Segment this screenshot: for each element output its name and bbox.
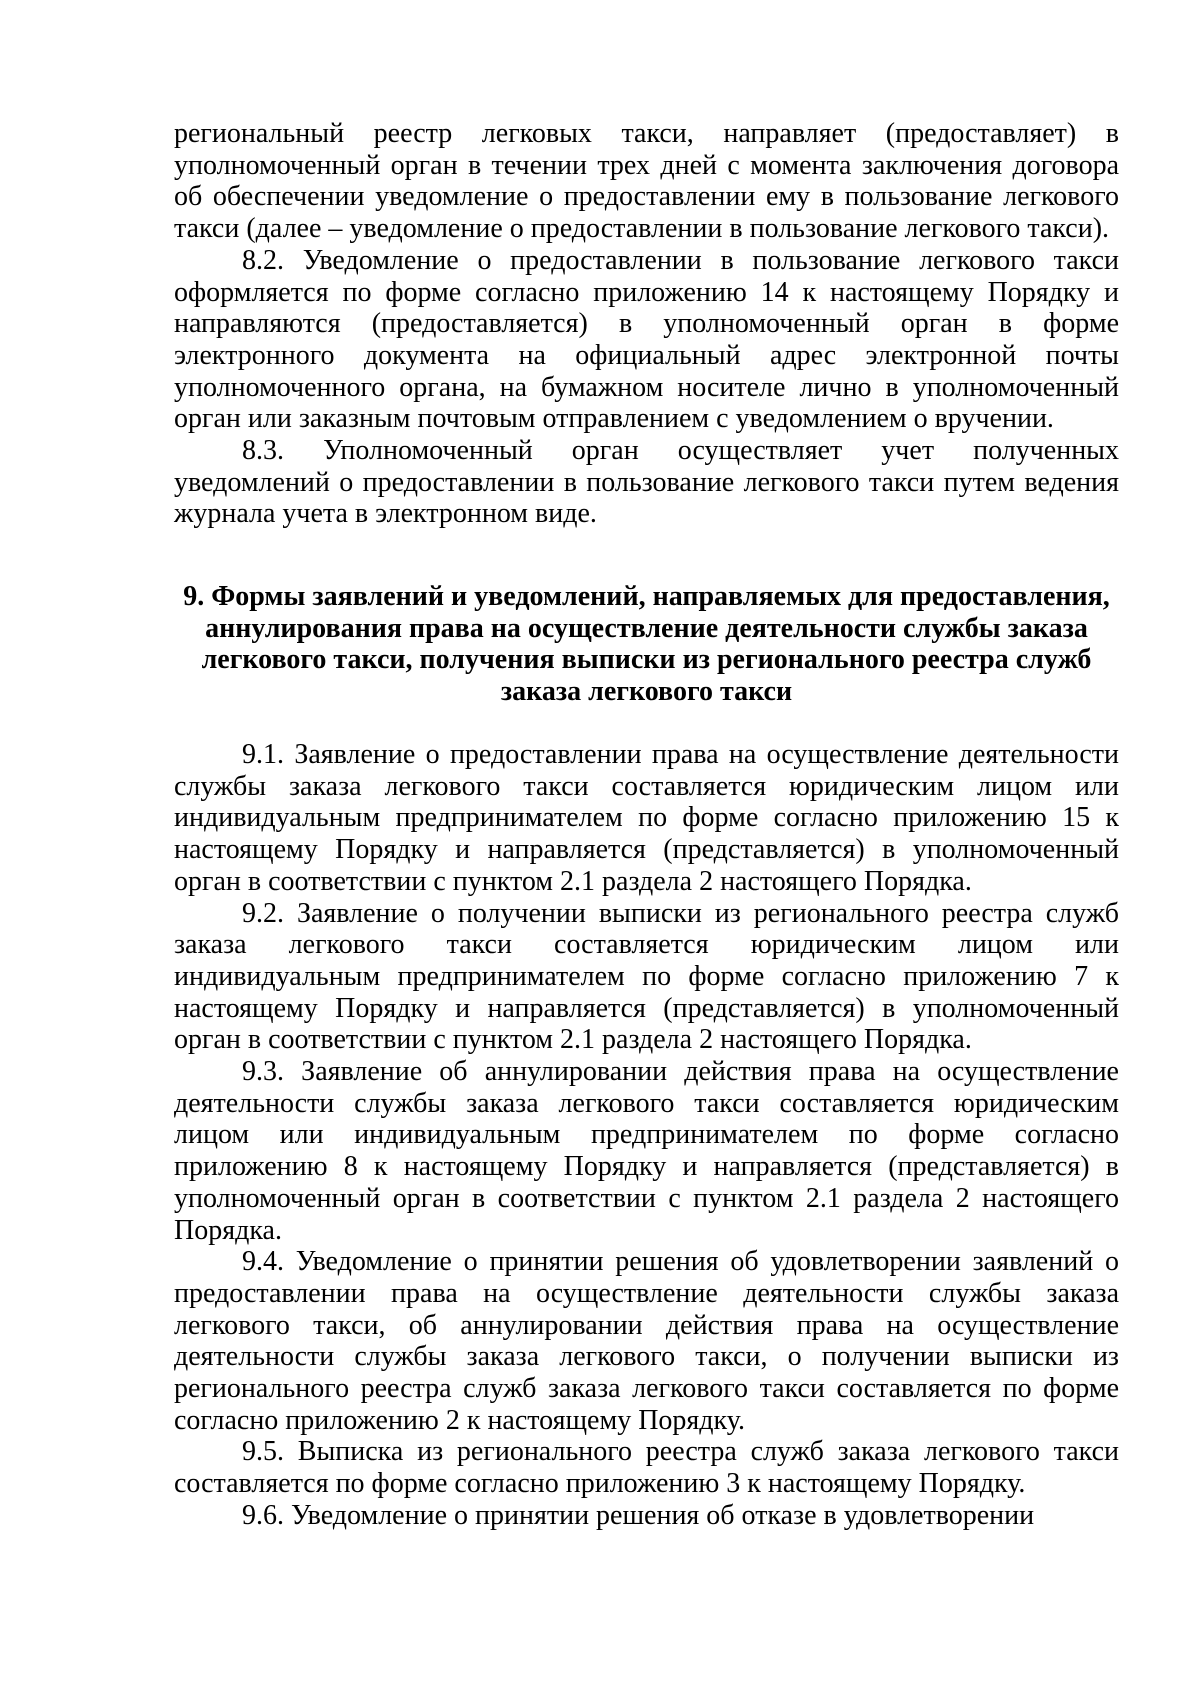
paragraph-9-2: 9.2. Заявление о получении выписки из регионального реестра служб заказа легкового такси составляется юридическим лицом или индивидуальным предпринимателем по форме согласно приложению 7 к настоящему Порядку и направляется (представляется) в уполномоченный орган в соответствии с пунктом 2.1 раздела 2 настоящего Порядка. — [174, 897, 1119, 1056]
paragraph-9-3: 9.3. Заявление об аннулировании действия права на осуществление деятельности службы заказа легкового такси составляется юридическим лицом или индивидуальным предпринимателем по форме согласно приложению 8 к настоящему Порядку и направляется (представляется) в уполномоченный орган в соответствии с пунктом 2.1 раздела 2 настоящего Порядка. — [174, 1056, 1119, 1246]
paragraph-8-1-continuation: региональный реестр легковых такси, направляет (предоставляет) в уполномоченный орган в течении трех дней с момента заключения договора об обеспечении уведомление о предоставлении ему в пользование легкового такси (далее – уведомление о предоставлении в пользование легкового такси). — [174, 118, 1119, 245]
section-9-heading: 9. Формы заявлений и уведомлений, направляемых для предоставления, аннулирования права на осуществление деятельности службы заказа легкового такси, получения выписки из регионального реестра служб заказа легкового такси — [183, 581, 1110, 708]
paragraph-9-1: 9.1. Заявление о предоставлении права на осуществление деятельности службы заказа легкового такси составляется юридическим лицом или индивидуальным предпринимателем по форме согласно приложению 15 к настоящему Порядку и направляется (представляется) в уполномоченный орган в соответствии с пунктом 2.1 раздела 2 настоящего Порядка. — [174, 739, 1119, 897]
paragraph-8-3: 8.3. Уполномоченный орган осуществляет учет полученных уведомлений о предоставлении в пользование легкового такси путем ведения журнала учета в электронном виде. — [174, 435, 1119, 530]
paragraph-9-5: 9.5. Выписка из регионального реестра служб заказа легкового такси составляется по форме согласно приложению 3 к настоящему Порядку. — [174, 1436, 1119, 1500]
section-9-heading-block — [174, 581, 1119, 708]
paragraph-8-2: 8.2. Уведомление о предоставлении в пользование легкового такси оформляется по форме согласно приложению 14 к настоящему Порядку и направляются (предоставляется) в уполномоченный орган в форме электронного документа на официальный адрес электронной почты уполномоченного органа, на бумажном носителе лично в уполномоченный орган или заказным почтовым отправлением с уведомлением о вручении. — [174, 244, 1119, 435]
section-8-continuation — [174, 118, 1119, 530]
paragraph-9-4: 9.4. Уведомление о принятии решения об удовлетворении заявлений о предоставлении права на осуществление деятельности службы заказа легкового такси, об аннулировании действия права на осуществление деятельности службы заказа легкового такси, о получении выписки из регионального реестра служб заказа легкового такси составляется по форме согласно приложению 2 к настоящему Порядку. — [174, 1246, 1119, 1436]
section-9-body — [174, 739, 1119, 1532]
paragraph-9-6: 9.6. Уведомление о принятии решения об отказе в удовлетворении — [242, 1499, 1035, 1531]
